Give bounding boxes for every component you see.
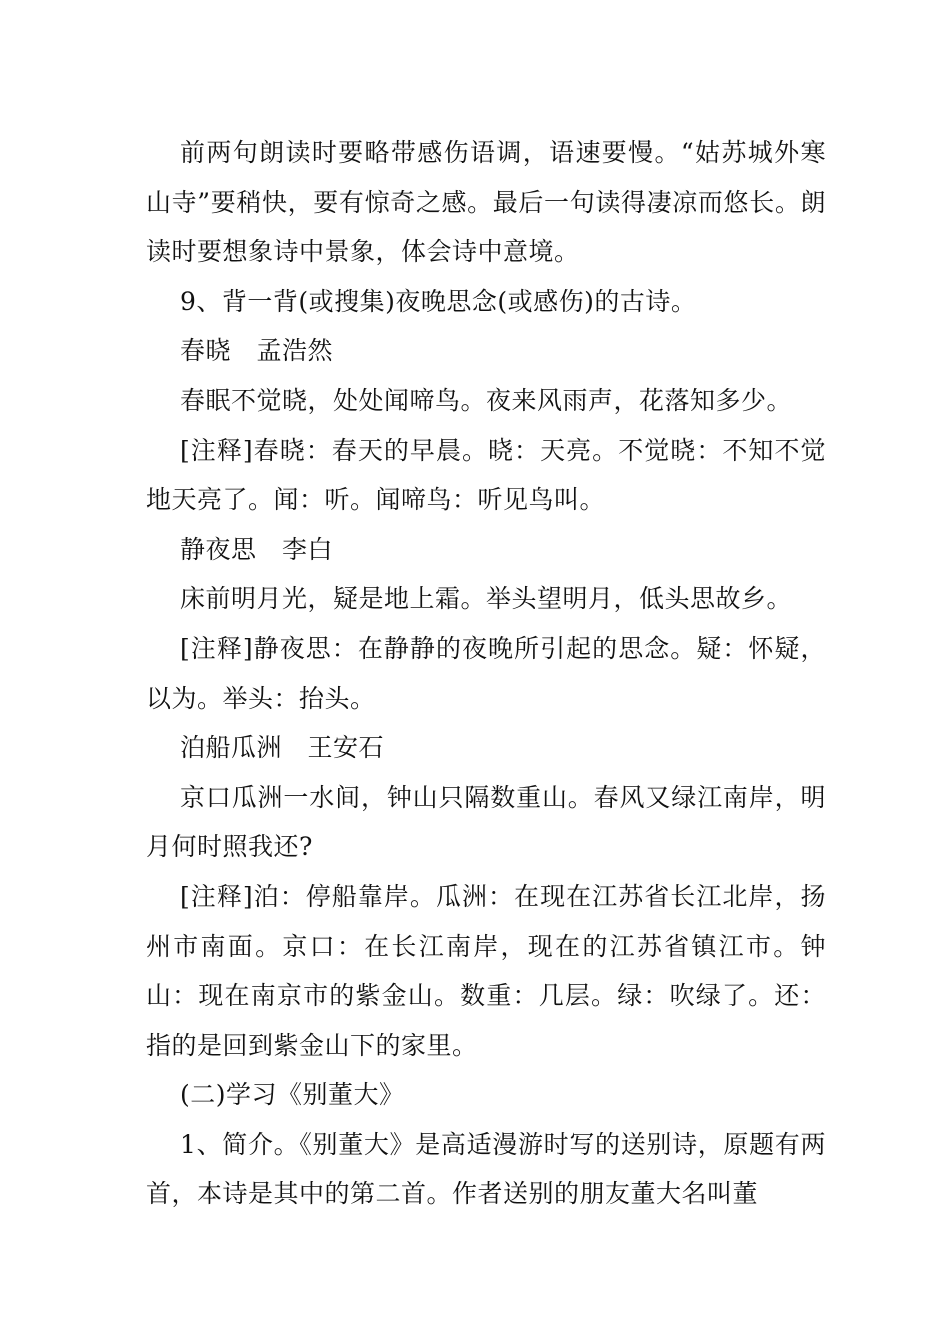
poem-title-jingyesi: 静夜思 李白 xyxy=(180,534,334,564)
reading-tips-paragraph: 前两句朗读时要略带感伤语调，语速要慢。“姑苏城外寒山寺”要稍快，要有惊奇之感。最后一句读得凄凉而悠长。朗读时要想象诗中景象，体会诗中意境。 xyxy=(146,138,826,267)
poem-title-chunxiao: 春晓 孟浩然 xyxy=(180,336,334,366)
poem-text-jingyesi: 床前明月光，疑是地上霜。举头望明月，低头思故乡。 xyxy=(180,584,793,614)
task-9-paragraph: 9、背一背(或搜集)夜晚思念(或感伤)的古诗。 xyxy=(180,286,697,316)
section-intro-paragraph: 1、简介。《别董大》是高适漫游时写的送别诗，原题有两首，本诗是其中的第二首。作者送别的朋友董大名叫董 xyxy=(146,1129,826,1209)
poem-notes-jingyesi: [注释]静夜思：在静静的夜晚所引起的思念。疑：怀疑，以为。举头：抬头。 xyxy=(146,633,826,713)
poem-title-bochuanguazhou: 泊船瓜洲 王安石 xyxy=(180,733,385,763)
poem-notes-chunxiao: [注释]春晓：春天的早晨。晓：天亮。不觉晓：不知不觉地天亮了。闻：听。闻啼鸟：听见鸟叫。 xyxy=(146,435,826,515)
section-heading: (二)学习《别董大》 xyxy=(180,1080,405,1110)
document-body xyxy=(146,128,826,1219)
poem-text-bochuanguazhou: 京口瓜洲一水间，钟山只隔数重山。春风又绿江南岸，明月何时照我还? xyxy=(146,782,826,862)
poem-notes-bochuanguazhou: [注释]泊：停船靠岸。瓜洲：在现在江苏省长江北岸，扬州市南面。京口：在长江南岸，现在的江苏省镇江市。钟山：现在南京市的紫金山。数重：几层。绿：吹绿了。还：指的是回到紫金山下的家里。 xyxy=(146,881,826,1060)
poem-text-chunxiao: 春眠不觉晓，处处闻啼鸟。夜来风雨声，花落知多少。 xyxy=(180,385,793,415)
